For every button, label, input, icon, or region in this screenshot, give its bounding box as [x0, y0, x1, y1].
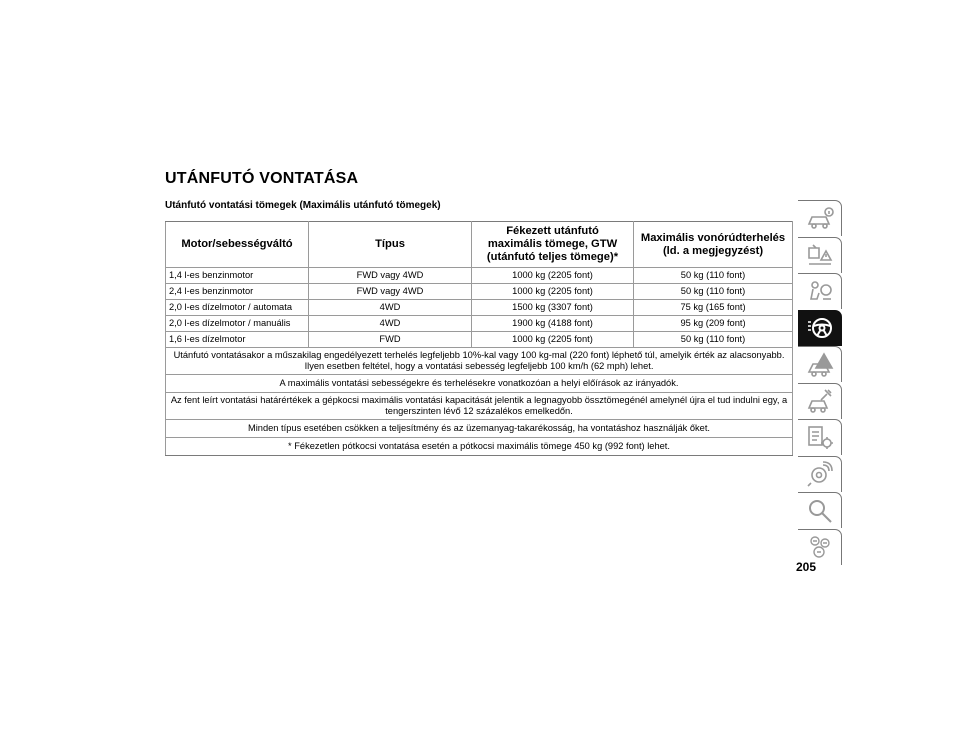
cell-braked-weight: 1900 kg (4188 font) [472, 316, 634, 332]
table-note: Az fent leírt vontatási határértékek a gépkocsi maximális vontatási kapacitását jelentik a legnagyobb össztömegénél amelynél újra el tud indulni egy, a tengerszinten lévő 12 százalékos emelkedőn. [166, 392, 793, 419]
safety-airbag-icon [805, 277, 835, 307]
header-type: Típus [309, 222, 472, 268]
table-row [166, 268, 793, 284]
section-title: UTÁNFUTÓ VONTATÁSA [165, 170, 359, 187]
cell-tongue-load: 50 kg (110 font) [634, 268, 793, 284]
service-tools-icon [805, 386, 835, 416]
cell-braked-weight: 1000 kg (2205 font) [472, 332, 634, 348]
chapter-tab-dashboard[interactable] [798, 237, 842, 273]
table-row [166, 316, 793, 332]
section-subtitle: Utánfutó vontatási tömegek (Maximális utánfutó tömegek) [165, 200, 441, 211]
header-engine: Motor/sebességváltó [166, 222, 309, 268]
chapter-tab-vehicle[interactable] [798, 200, 842, 236]
table-row [166, 332, 793, 348]
warning-light-icon [805, 240, 835, 270]
table-row [166, 300, 793, 316]
table-note: A maximális vontatási sebességekre és terhelésekre vonatkozóan a helyi előírások az irányadók. [166, 374, 793, 392]
table-note-row [166, 419, 793, 437]
cell-type: FWD [309, 332, 472, 348]
emergency-icon [805, 350, 835, 380]
chapter-tab-safety[interactable] [798, 273, 842, 309]
cell-engine: 2,0 l-es dízelmotor / manuális [166, 316, 309, 332]
chapter-tab-servicing[interactable] [798, 383, 842, 419]
table-header-row [166, 222, 793, 268]
table-row [166, 284, 793, 300]
towing-weights-table [165, 221, 793, 456]
chapter-tab-technical-data[interactable] [798, 419, 842, 455]
search-index-icon [805, 496, 835, 526]
header-tongue-load: Maximális vonórúdterhelés (ld. a megjegyzést) [634, 222, 793, 268]
table-note-row [166, 348, 793, 375]
cell-engine: 2,0 l-es dízelmotor / automata [166, 300, 309, 316]
cell-braked-weight: 1500 kg (3307 font) [472, 300, 634, 316]
car-info-icon [805, 204, 835, 234]
chapter-tab-multimedia[interactable] [798, 456, 842, 492]
table-note-row [166, 437, 793, 455]
chapter-tab-driving[interactable] [798, 310, 842, 346]
specifications-icon [805, 423, 835, 453]
table-footnote: * Fékezetlen pótkocsi vontatása esetén a pótkocsi maximális tömege 450 kg (992 font) lehet. [166, 437, 793, 455]
chapter-tab-index[interactable] [798, 492, 842, 528]
cell-braked-weight: 1000 kg (2205 font) [472, 284, 634, 300]
cell-engine: 1,6 l-es dízelmotor [166, 332, 309, 348]
chapter-tabs [798, 200, 842, 565]
cell-type: FWD vagy 4WD [309, 284, 472, 300]
cell-type: 4WD [309, 300, 472, 316]
languages-icon [805, 532, 835, 562]
table-note-row [166, 374, 793, 392]
cell-tongue-load: 50 kg (110 font) [634, 332, 793, 348]
cell-braked-weight: 1000 kg (2205 font) [472, 268, 634, 284]
table-note: Utánfutó vontatásakor a műszakilag engedélyezett terhelés legfeljebb 10%-kal vagy 100 kg-mal (220 font) léphető túl, amelyik érték az alacsonyabb. Ilyen esetben feltétel, hogy a vontatási sebesség legfeljebb 100 km/h (62 mph) lehet. [166, 348, 793, 375]
cell-tongue-load: 95 kg (209 font) [634, 316, 793, 332]
cell-type: FWD vagy 4WD [309, 268, 472, 284]
cell-engine: 2,4 l-es benzinmotor [166, 284, 309, 300]
steering-wheel-icon [805, 313, 835, 343]
page-number: 205 [796, 560, 817, 574]
header-braked-trailer: Fékezett utánfutó maximális tömege, GTW (utánfutó teljes tömege)* [472, 222, 634, 268]
cell-engine: 1,4 l-es benzinmotor [166, 268, 309, 284]
cell-tongue-load: 50 kg (110 font) [634, 284, 793, 300]
cell-type: 4WD [309, 316, 472, 332]
chapter-tab-emergency[interactable] [798, 346, 842, 382]
table-note: Minden típus esetében csökken a teljesítmény és az üzemanyag-takarékosság, ha vontatáshoz használják őket. [166, 419, 793, 437]
multimedia-icon [805, 459, 835, 489]
cell-tongue-load: 75 kg (165 font) [634, 300, 793, 316]
table-note-row [166, 392, 793, 419]
